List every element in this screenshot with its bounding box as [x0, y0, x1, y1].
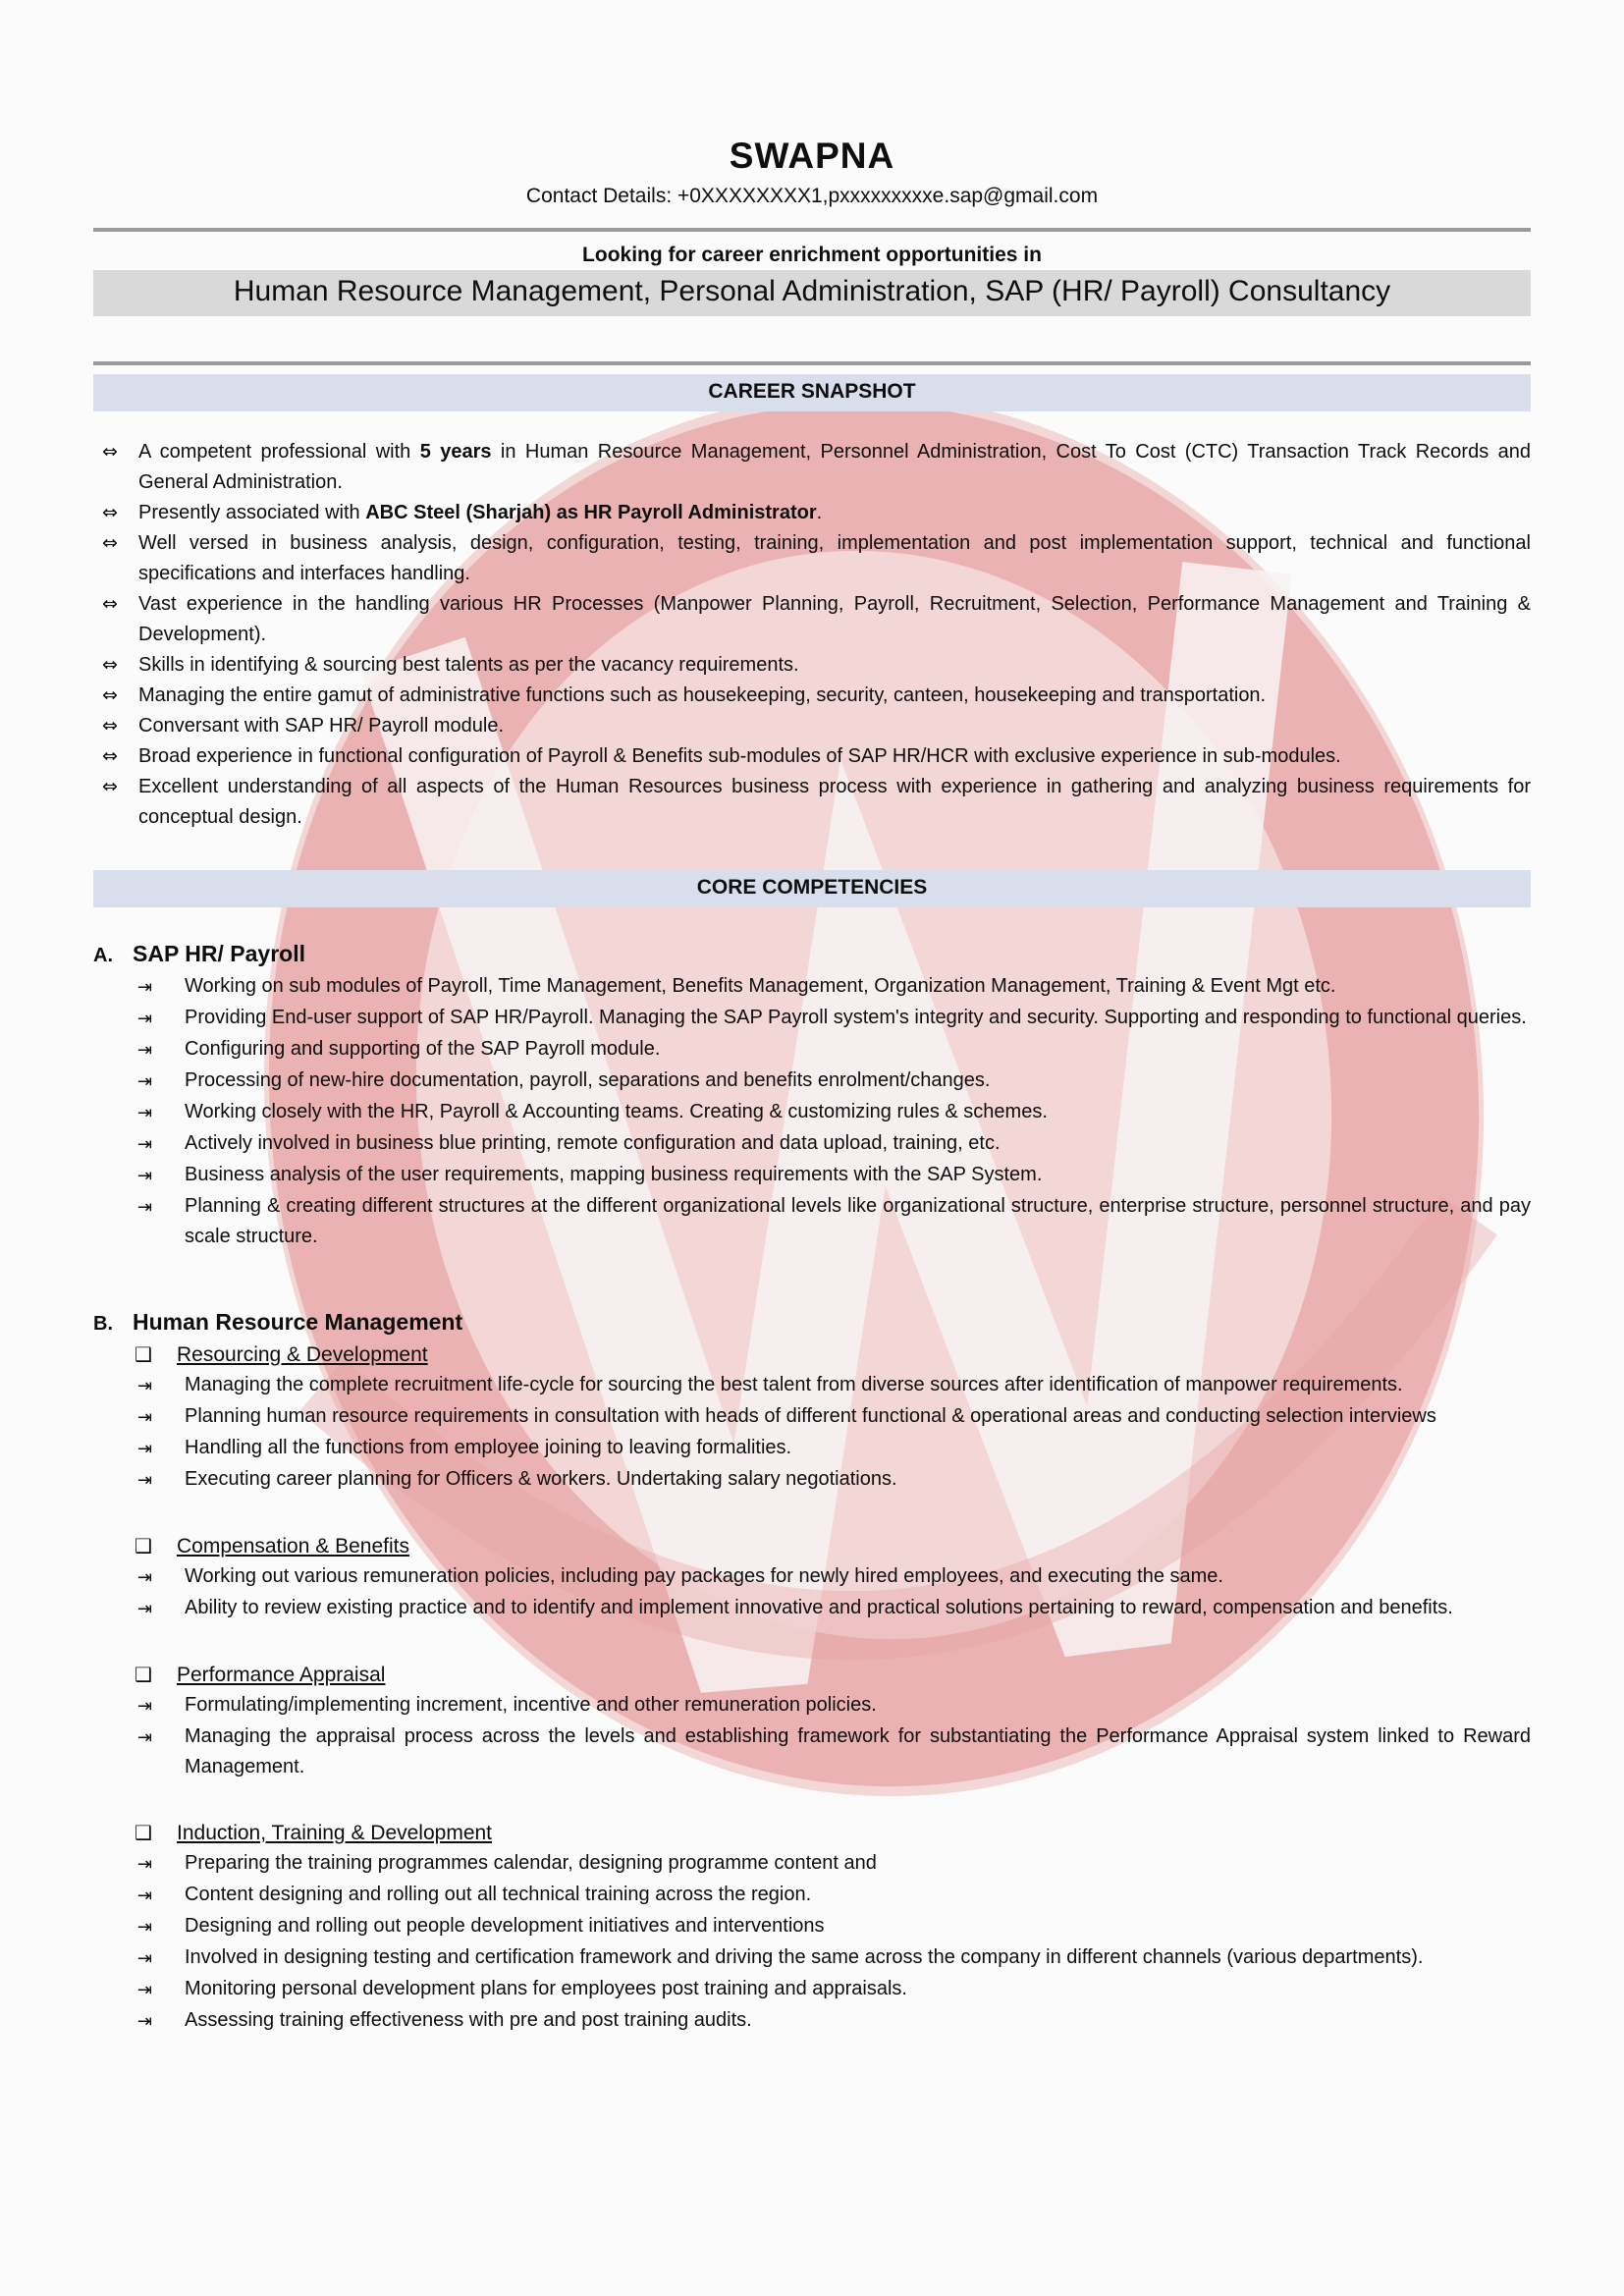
group-subheading: [135, 1660, 1531, 1690]
list-item: [93, 528, 1531, 589]
career-snapshot-list: [93, 437, 1531, 833]
list-item-text: [138, 498, 1531, 528]
competency-section: [93, 1309, 1531, 2037]
competency-group: [93, 1339, 1531, 1496]
square-bullet-icon: ❑: [135, 1342, 152, 1366]
text-segment: .: [816, 502, 823, 523]
list-item-text: Working closely with the HR, Payroll & Accounting teams. Creating & customizing rules & schemes.: [185, 1101, 1048, 1122]
list-item-text: Ability to review existing practice and to identify and implement innovative and practical solutions pertaining to reward, compensation and benefits.: [185, 1597, 1453, 1618]
tab-arrow-icon: ⇥: [137, 1040, 153, 1061]
divider: [93, 361, 1531, 365]
list-item: [93, 772, 1531, 833]
group-subheading: [135, 1818, 1531, 1848]
list-item: [93, 711, 1531, 741]
tab-arrow-icon: ⇥: [137, 1470, 153, 1491]
list-item-text: Working on sub modules of Payroll, Time Management, Benefits Management, Organization Management, Training & Event Mgt etc.: [185, 975, 1336, 997]
list-item-text: [138, 711, 1531, 741]
tab-arrow-icon: ⇥: [137, 1917, 153, 1938]
list-item: [93, 741, 1531, 772]
list-item-text: Actively involved in business blue printing, remote configuration and data upload, training, etc.: [185, 1132, 1001, 1154]
tab-arrow-icon: ⇥: [137, 1197, 153, 1218]
tab-arrow-icon: ⇥: [137, 1567, 153, 1588]
list-item-text: Configuring and supporting of the SAP Payroll module.: [185, 1038, 661, 1060]
list-item-text: Resourcing & Development: [177, 1343, 428, 1366]
list-item: [93, 437, 1531, 498]
list-item-text: [138, 437, 1531, 498]
double-arrow-icon: ⇔: [102, 654, 118, 676]
list-item-text: [138, 741, 1531, 772]
list-item-text: [138, 650, 1531, 681]
tab-arrow-icon: ⇥: [137, 1727, 153, 1748]
tab-arrow-icon: ⇥: [137, 1009, 153, 1029]
competency-group: [93, 1531, 1531, 1624]
list-item-text: Managing the appraisal process across the levels and establishing framework for substantiating the Performance Appraisal system linked to Reward Management.: [185, 1725, 1531, 1777]
double-arrow-icon: ⇔: [102, 776, 118, 797]
list-item: [93, 589, 1531, 650]
list-item: [93, 681, 1531, 711]
list-item: [137, 1370, 1531, 1401]
tab-arrow-icon: ⇥: [137, 1439, 153, 1459]
text-segment: Excellent understanding of all aspects of the Human Resources business process with experience in gathering and analyzing business requirements for conceptual design.: [138, 776, 1531, 828]
tab-arrow-icon: ⇥: [137, 1166, 153, 1186]
list-item-text: Compensation & Benefits: [177, 1535, 409, 1558]
list-item: [137, 1160, 1531, 1191]
list-item: [93, 650, 1531, 681]
tab-arrow-icon: ⇥: [137, 1134, 153, 1155]
list-item-text: [138, 528, 1531, 589]
divider: [93, 228, 1531, 232]
double-arrow-icon: ⇔: [102, 745, 118, 767]
text-segment: Broad experience in functional configuration of Payroll & Benefits sub-modules of SAP HR/HCR with exclusive experience in sub-modules.: [138, 745, 1341, 767]
list-item-text: Processing of new-hire documentation, payroll, separations and benefits enrolment/changes.: [185, 1069, 991, 1091]
double-arrow-icon: ⇔: [102, 502, 118, 523]
list-item: [137, 1003, 1531, 1034]
objective-intro: Looking for career enrichment opportunities in: [582, 244, 1042, 266]
section-header-core-competencies: CORE COMPETENCIES: [93, 870, 1531, 907]
list-item-text: Involved in designing testing and certification framework and driving the same across the company in different channels (various departments).: [185, 1946, 1424, 1968]
list-item-text: Assessing training effectiveness with pre and post training audits.: [185, 2009, 752, 2031]
competency-title: SAP HR/ Payroll: [133, 941, 305, 966]
list-item: [137, 1401, 1531, 1433]
double-arrow-icon: ⇔: [102, 684, 118, 706]
text-segment: 5 years: [419, 441, 492, 463]
list-item-text: Managing the complete recruitment life-cycle for sourcing the best talent from diverse sources after identification of manpower requirements.: [185, 1374, 1403, 1395]
double-arrow-icon: ⇔: [102, 441, 118, 463]
list-item: [137, 1942, 1531, 1974]
list-item-text: Content designing and rolling out all technical training across the region.: [185, 1884, 812, 1905]
square-bullet-icon: ❑: [135, 1663, 152, 1686]
text-segment: A competent professional with: [138, 441, 420, 463]
list-item: [137, 1464, 1531, 1496]
tab-arrow-icon: ⇥: [137, 1980, 153, 2000]
competency-title: Human Resource Management: [133, 1309, 463, 1335]
list-item-text: Handling all the functions from employee joining to leaving formalities.: [185, 1437, 792, 1458]
list-item-text: Performance Appraisal: [177, 1664, 386, 1686]
list-item: [137, 1066, 1531, 1097]
list-item: [137, 1593, 1531, 1624]
list-item-text: Working out various remuneration policies, including pay packages for newly hired employees, and executing the same.: [185, 1565, 1223, 1587]
list-item: [93, 498, 1531, 528]
list-item: [137, 1974, 1531, 2005]
tab-arrow-icon: ⇥: [137, 977, 153, 998]
list-item-text: [138, 772, 1531, 833]
text-segment: Vast experience in the handling various HR Processes (Manpower Planning, Payroll, Recruitment, Selection, Performance Management and Training & Development).: [138, 593, 1531, 645]
tab-arrow-icon: ⇥: [137, 1071, 153, 1092]
text-segment: Conversant with SAP HR/ Payroll module.: [138, 715, 505, 737]
text-segment: Skills in identifying & sourcing best talents as per the vacancy requirements.: [138, 654, 799, 676]
list-item-text: Formulating/implementing increment, incentive and other remuneration policies.: [185, 1694, 877, 1716]
contact-details: Contact Details: +0XXXXXXXX1,pxxxxxxxxxe.sap@gmail.com: [525, 185, 1099, 207]
list-item: [137, 971, 1531, 1003]
tab-arrow-icon: ⇥: [137, 1599, 153, 1619]
tab-arrow-icon: ⇥: [137, 1948, 153, 1969]
tab-arrow-icon: ⇥: [137, 2011, 153, 2032]
tab-arrow-icon: ⇥: [137, 1696, 153, 1717]
tab-arrow-icon: ⇥: [137, 1407, 153, 1428]
list-item-text: [138, 589, 1531, 650]
section-header-career-snapshot: CAREER SNAPSHOT: [93, 374, 1531, 411]
list-item-text: Designing and rolling out people development initiatives and interventions: [185, 1915, 825, 1937]
competency-label: B.: [93, 1313, 113, 1335]
competency-label: A.: [93, 945, 113, 966]
objective-fields: Human Resource Management, Personal Administration, SAP (HR/ Payroll) Consultancy: [93, 270, 1531, 316]
competency-heading: [93, 1309, 1531, 1336]
double-arrow-icon: ⇔: [102, 532, 118, 554]
list-item-text: Induction, Training & Development: [177, 1822, 493, 1844]
text-segment: Presently associated with: [138, 502, 366, 523]
list-item: [137, 1848, 1531, 1880]
group-subheading: [135, 1339, 1531, 1370]
competency-group: [93, 1660, 1531, 1782]
list-item-text: Business analysis of the user requirements, mapping business requirements with the SAP System.: [185, 1164, 1043, 1185]
competency-section: [93, 941, 1531, 1252]
list-item: [137, 1034, 1531, 1066]
group-subheading: [135, 1531, 1531, 1561]
list-item: [137, 1097, 1531, 1128]
list-item-text: Providing End-user support of SAP HR/Payroll. Managing the SAP Payroll system's integrity and security. Supporting and responding to functional queries.: [185, 1007, 1527, 1028]
tab-arrow-icon: ⇥: [137, 1886, 153, 1906]
competency-group: [93, 1818, 1531, 2037]
list-item-text: Monitoring personal development plans for employees post training and appraisals.: [185, 1978, 907, 1999]
list-item-text: [138, 681, 1531, 711]
list-item: [137, 1880, 1531, 1911]
tab-arrow-icon: ⇥: [137, 1376, 153, 1396]
list-item-text: Planning & creating different structures at the different organizational levels like organizational structure, enterprise structure, personnel structure, and pay scale structure.: [185, 1195, 1531, 1247]
competency-group: [93, 971, 1531, 1252]
page-title: SWAPNA: [729, 136, 895, 176]
list-item-text: Planning human resource requirements in consultation with heads of different functional & operational areas and conducting selection interviews: [185, 1405, 1436, 1427]
list-item: [137, 1722, 1531, 1782]
list-item: [137, 1561, 1531, 1593]
double-arrow-icon: ⇔: [102, 593, 118, 615]
list-item-text: Preparing the training programmes calendar, designing programme content and: [185, 1852, 877, 1874]
list-item: [137, 1433, 1531, 1464]
list-item: [137, 1690, 1531, 1722]
double-arrow-icon: ⇔: [102, 715, 118, 737]
square-bullet-icon: ❑: [135, 1821, 152, 1844]
list-item-text: Executing career planning for Officers & workers. Undertaking salary negotiations.: [185, 1468, 897, 1490]
tab-arrow-icon: ⇥: [137, 1854, 153, 1875]
square-bullet-icon: ❑: [135, 1534, 152, 1558]
text-segment: in Human Resource Management, Personnel Administration, Cost To Cost (CTC) Transaction Track Records and General Administration.: [138, 441, 1531, 493]
list-item: [137, 1191, 1531, 1252]
text-segment: ABC Steel (Sharjah) as HR Payroll Administrator: [365, 502, 817, 523]
core-competencies-body: [93, 941, 1531, 2037]
text-segment: Managing the entire gamut of administrative functions such as housekeeping, security, canteen, housekeeping and transportation.: [138, 684, 1267, 706]
list-item: [137, 1128, 1531, 1160]
tab-arrow-icon: ⇥: [137, 1103, 153, 1123]
text-segment: Well versed in business analysis, design, configuration, testing, training, implementation and post implementation support, technical and functional specifications and interfaces handling.: [138, 532, 1531, 584]
list-item: [137, 2005, 1531, 2037]
list-item: [137, 1911, 1531, 1942]
competency-heading: [93, 941, 1531, 967]
